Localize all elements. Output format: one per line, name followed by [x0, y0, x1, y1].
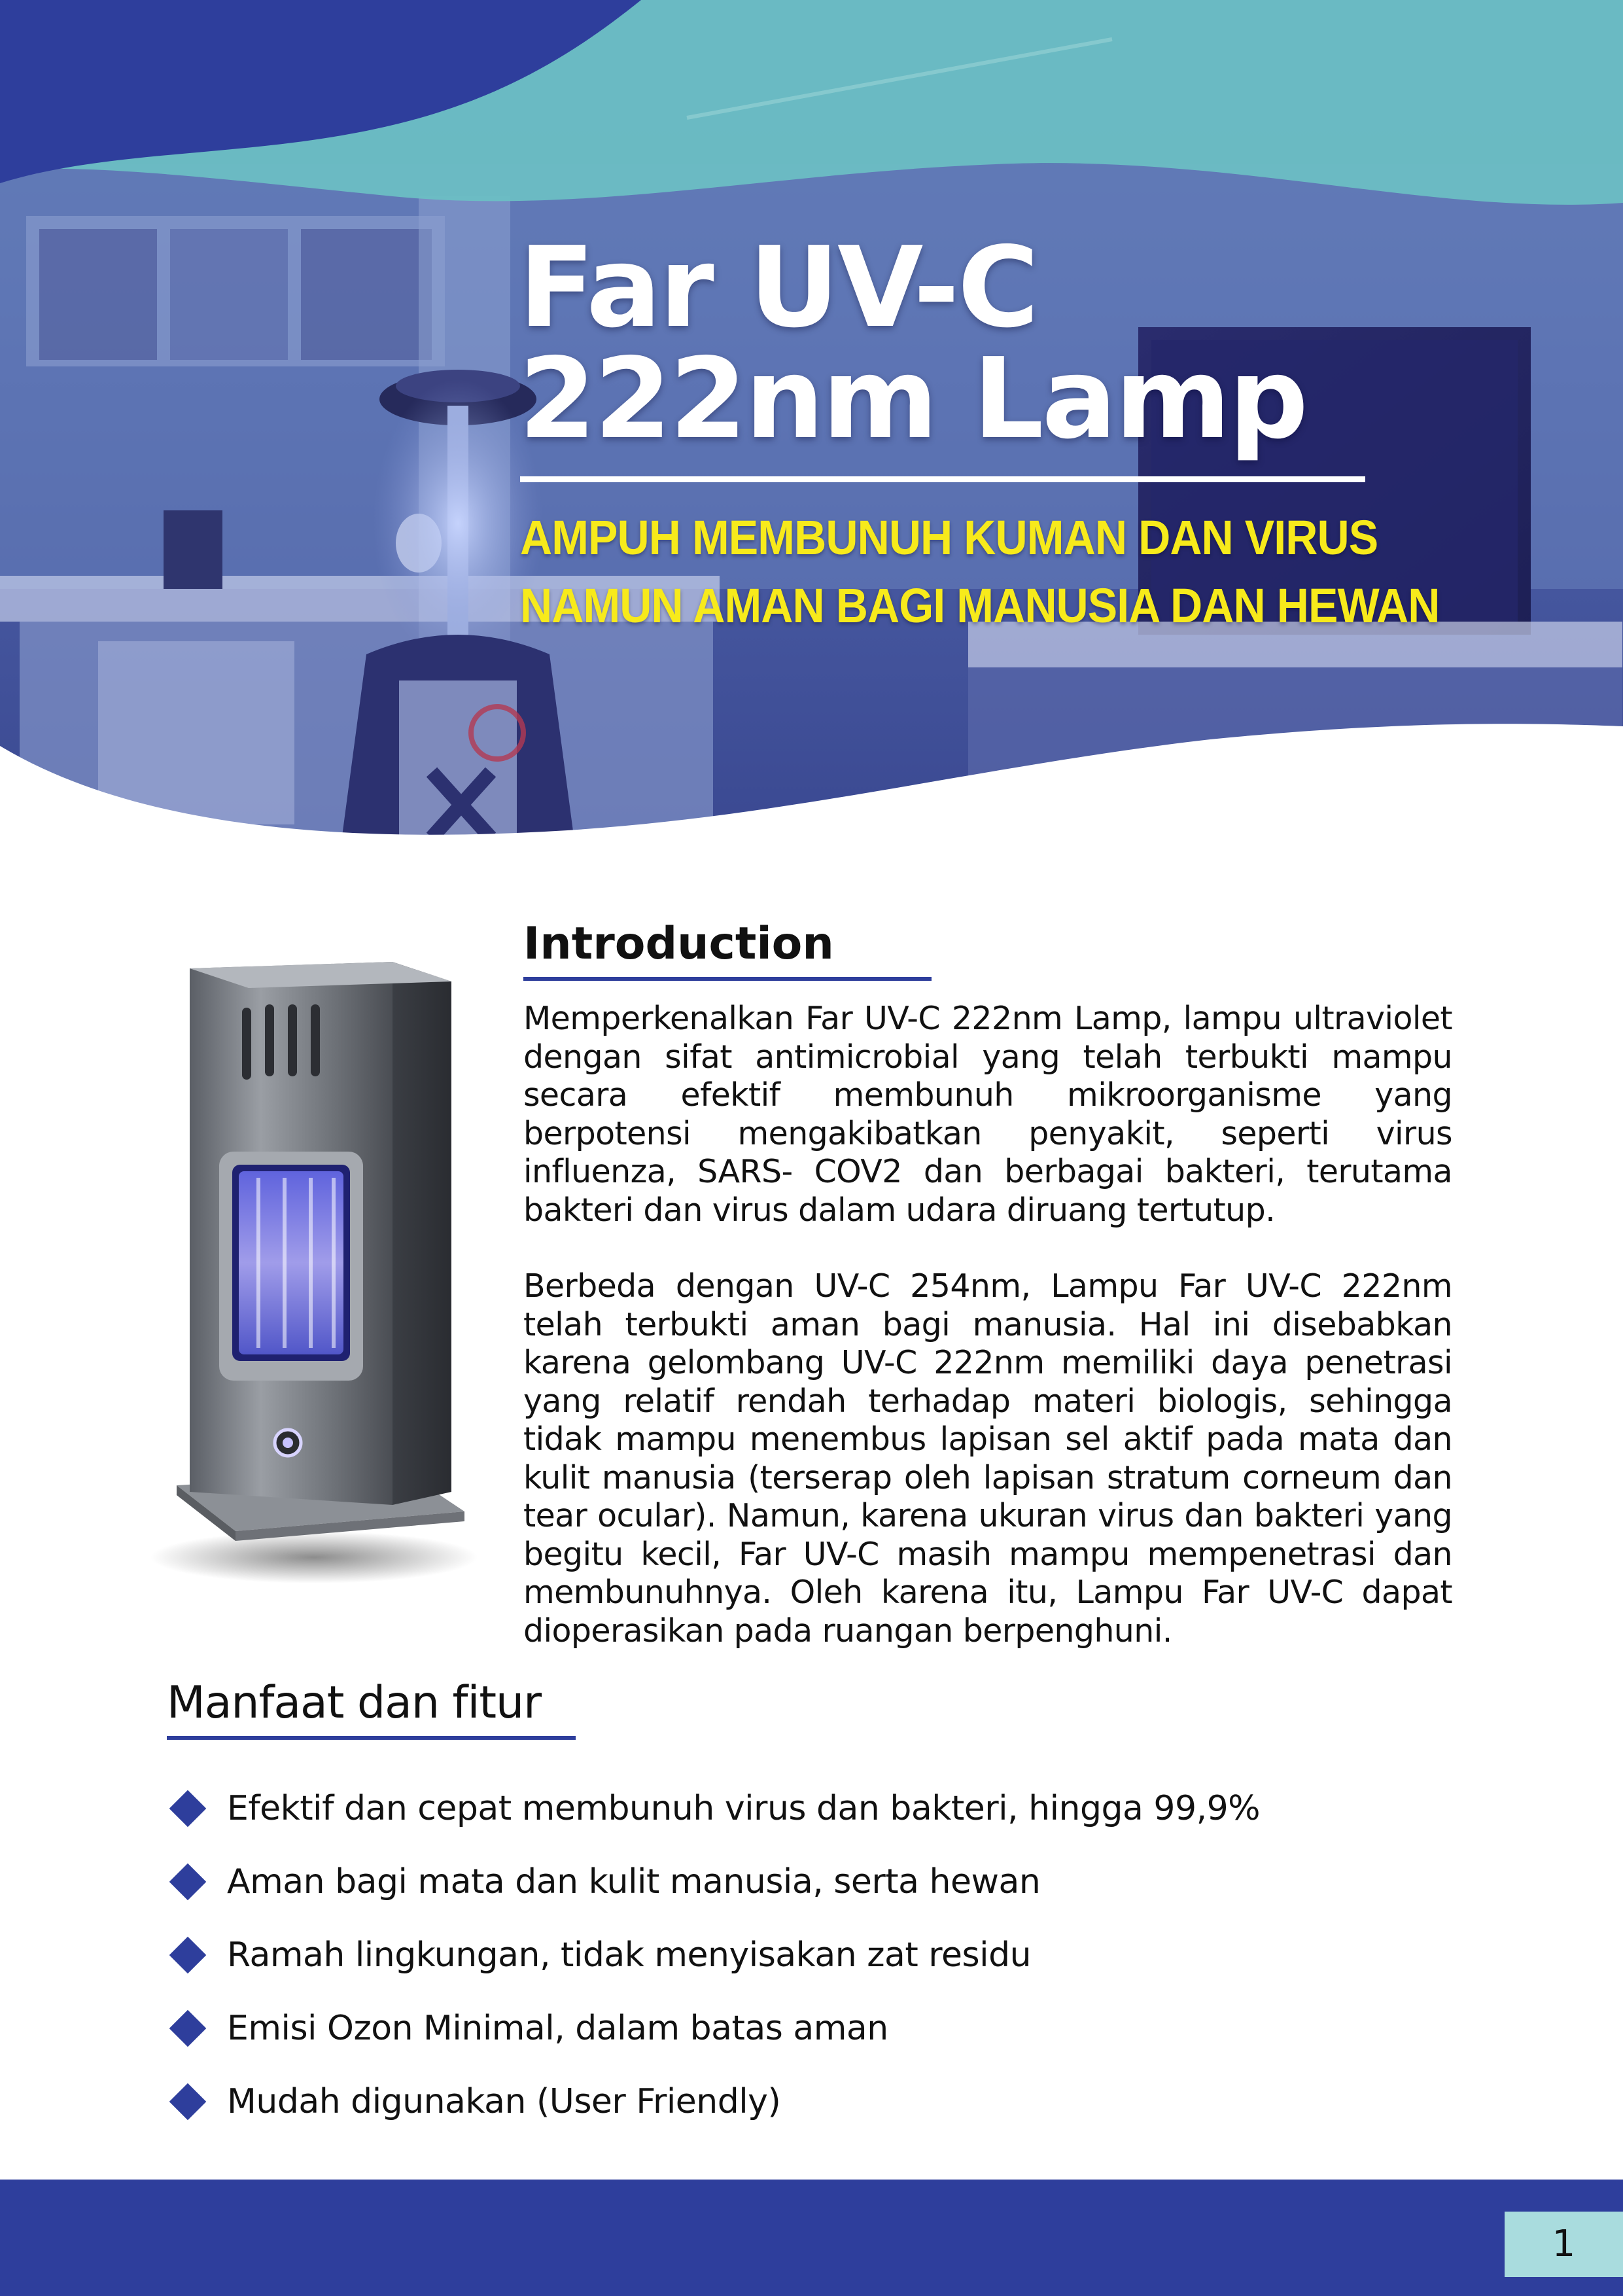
tagline-line-1: AMPUH MEMBUNUH KUMAN DAN VIRUS: [520, 510, 1378, 565]
introduction-underline: [523, 977, 932, 981]
hero-tagline: [520, 504, 1440, 640]
benefit-label: Mudah digunakan (User Friendly): [227, 2082, 781, 2121]
footer-bar: [0, 2180, 1623, 2296]
list-item: [167, 1845, 1260, 1918]
benefit-label: Emisi Ozon Minimal, dalam batas aman: [227, 2009, 888, 2048]
list-item: [167, 2065, 1260, 2138]
benefits-heading: Manfaat dan fitur: [167, 1677, 542, 1729]
list-item: [167, 1918, 1260, 1992]
benefit-label: Efektif dan cepat membunuh virus dan bakteri, hingga 99,9%: [227, 1789, 1261, 1828]
benefits-underline: [167, 1736, 576, 1740]
uv-lamp-tower-illustration: [144, 942, 484, 1583]
introduction-heading: Introduction: [523, 918, 834, 970]
page-number: 1: [1505, 2212, 1623, 2277]
product-image: [144, 942, 484, 1583]
benefits-list: [167, 1772, 1260, 2138]
tagline-line-2: NAMUN AMAN BAGI MANUSIA DAN HEWAN: [520, 578, 1440, 633]
diamond-bullet-icon: [169, 1937, 207, 1974]
page-title: [519, 223, 1307, 464]
benefit-label: Ramah lingkungan, tidak menyisakan zat residu: [227, 1935, 1032, 1975]
title-line-2: 222nm Lamp: [519, 334, 1307, 464]
title-line-1: Far UV-C: [519, 223, 1038, 353]
introduction-paragraph-1: Memperkenalkan Far UV-C 222nm Lamp, lampu ultraviolet dengan sifat antimicrobial yang telah terbukti mampu secara efektif membunuh mikroorganisme yang berpotensi mengakibatkan penyakit, seperti virus influenza, SARS- COV2 dan berbagai bakteri, terutama bakteri dan virus dalam udara diruang tertutup.: [523, 1000, 1452, 1229]
list-item: [167, 1992, 1260, 2065]
list-item: [167, 1772, 1260, 1845]
diamond-bullet-icon: [169, 2010, 207, 2047]
benefit-label: Aman bagi mata dan kulit manusia, serta hewan: [227, 1862, 1041, 1901]
diamond-bullet-icon: [169, 1863, 207, 1901]
hero-banner: [0, 0, 1623, 851]
introduction-paragraph-2: Berbeda dengan UV-C 254nm, Lampu Far UV-C 222nm telah terbukti aman bagi manusia. Hal ini disebabkan karena gelombang UV-C 222nm memiliki daya penetrasi yang relatif rendah terhadap materi biologis, sehingga tidak mampu menembus lapisan sel aktif pada mata dan kulit manusia (terserap oleh lapisan stratum corneum dan tear ocular). Namun, karena ukuran virus dan bakteri yang begitu kecil, Far UV-C masih mampu mempenetrasi dan membunuhnya. Oleh karena itu, Lampu Far UV-C dapat dioperasikan pada ruangan berpenghuni.: [523, 1267, 1452, 1650]
diamond-bullet-icon: [169, 2083, 207, 2121]
title-underline: [520, 476, 1365, 482]
introduction-body: [523, 1000, 1452, 1688]
diamond-bullet-icon: [169, 1790, 207, 1828]
